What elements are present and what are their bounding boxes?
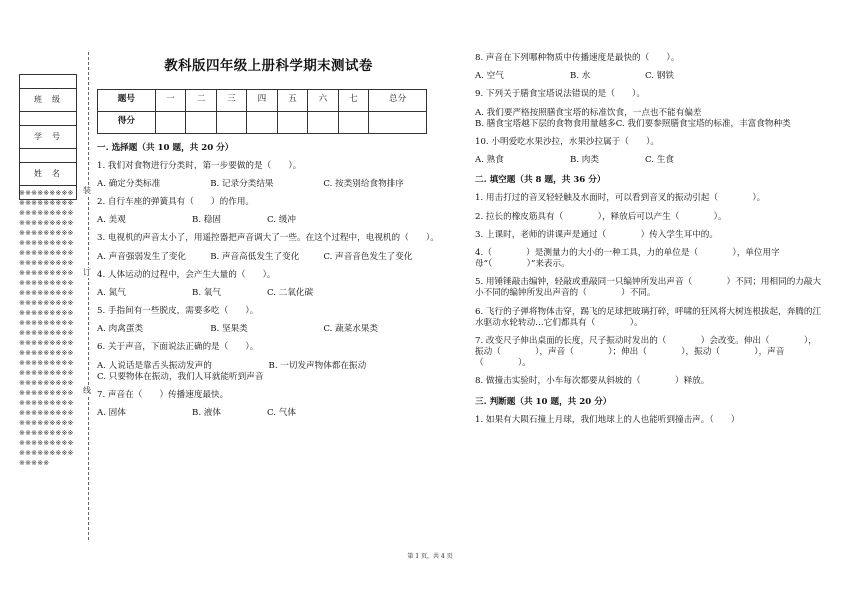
- fill-question-8: 8. 做撞击实验时，小车每次都要从斜坡的（ ）释放。: [475, 376, 710, 387]
- question-6: 6. 关于声音，下面说法正确的是（ ）。: [97, 342, 259, 353]
- option: B. 记录分类结果: [210, 178, 274, 189]
- option: C. 钢铁: [645, 71, 674, 82]
- option: C. 蔬菜水果类: [323, 324, 379, 335]
- question-8-options: [475, 71, 825, 82]
- score-table: [97, 89, 427, 134]
- option: B. 坚果类: [210, 324, 248, 335]
- fill-question-1: 1. 用击打过的音叉轻轻触及水面时，可以看到音叉的振动引起（ ）。: [475, 193, 766, 204]
- question-2: 2. 自行车座的弹簧具有（ ）的作用。: [97, 197, 255, 208]
- student-info-table: [19, 74, 77, 200]
- info-blank-cell[interactable]: [20, 75, 77, 89]
- page-footer: 第 1 页，共 4 页: [407, 553, 453, 560]
- score-cell[interactable]: [155, 111, 185, 133]
- option: B. 声音高低发生了变化: [210, 251, 300, 262]
- question-8: 8. 声音在下列哪种物质中传播速度是最快的（ ）。: [475, 53, 680, 63]
- question-2-options: [97, 215, 440, 226]
- option: A. 确定分类标准: [97, 178, 161, 189]
- score-header-cell: 四: [247, 89, 277, 111]
- option: C. 生食: [645, 155, 674, 166]
- question-10-options: [475, 155, 825, 166]
- option: C. 缓冲: [267, 215, 296, 226]
- question-7-options: [97, 408, 440, 419]
- class-label: 班级: [20, 89, 77, 112]
- option: C. 按类别给食物排序: [323, 178, 404, 189]
- question-9: 9. 下列关于膳食宝塔说法错误的是（ ）。: [475, 89, 645, 100]
- option: C. 声音音色发生了变化: [323, 251, 413, 262]
- score-header-cell: 二: [186, 89, 216, 111]
- option: B. 液体: [192, 408, 221, 419]
- option: B. 稳固: [192, 215, 221, 226]
- section-heading-choice: 一. 选择题（共 10 题，共 20 分）: [97, 142, 234, 153]
- option: B. 氧气: [192, 287, 221, 298]
- option: A. 肉禽蛋类: [97, 324, 144, 335]
- question-1: 1. 我们对食物进行分类时，第一步要做的是（ ）。: [97, 160, 302, 171]
- score-header-cell: 总分: [369, 89, 427, 111]
- score-header-cell: 题号: [98, 89, 156, 111]
- binding-mark-ding: 订: [83, 268, 91, 277]
- section-heading-judge: 三. 判断题（共 10 题，共 20 分）: [475, 396, 612, 407]
- left-column: [97, 58, 440, 419]
- score-cell[interactable]: [308, 111, 338, 133]
- question-5: 5. 手指间有一些脱皮，需要多吃（ ）。: [97, 306, 259, 317]
- student-number-field[interactable]: [20, 149, 77, 163]
- score-cell[interactable]: [186, 111, 216, 133]
- option: C. 我们要参照膳食宝塔的标准，丰富食物种类: [615, 118, 791, 129]
- page-title: 教科版四年级上册科学期末测试卷: [164, 58, 373, 74]
- score-header-cell: 七: [338, 89, 368, 111]
- score-cell[interactable]: [277, 111, 307, 133]
- option: A. 空气: [475, 71, 504, 82]
- fill-question-4: 4.（ ）是测量力的大小的一种工具，力的单位是（ ），单位用字母“（ ）”来表示。: [475, 247, 780, 270]
- score-header-cell: 一: [155, 89, 185, 111]
- option: A. 熟食: [475, 155, 504, 166]
- student-number-label: 学号: [20, 126, 77, 149]
- right-column: [475, 53, 825, 426]
- fill-question-7: 7. 改变尺子伸出桌面的长度，尺子振动时发出的（ ）会改变。伸出（ ），振动（ ），声音（ ）；伸出（ ），振动（ ），声音（ ）。: [475, 335, 817, 369]
- binding-mark-xian: 线: [83, 386, 91, 395]
- score-cell[interactable]: [216, 111, 246, 133]
- score-cell[interactable]: [247, 111, 277, 133]
- score-header-cell: 三: [216, 89, 246, 111]
- score-header-cell: 六: [308, 89, 338, 111]
- question-1-options: [97, 179, 440, 190]
- question-9-options: [475, 108, 825, 130]
- score-row-label: 得分: [98, 111, 156, 133]
- question-3: 3. 电视机的声音太小了，用遥控器把声音调大了一些。在这个过程中，电视机的（ ）。: [97, 233, 439, 244]
- score-header-cell: 五: [277, 89, 307, 111]
- class-field[interactable]: [20, 112, 77, 126]
- binding-mark-zhuang: 装: [83, 186, 91, 195]
- option: A. 固体: [97, 408, 126, 419]
- question-4-options: [97, 288, 440, 299]
- option: A. 美观: [97, 215, 126, 226]
- binding-dashed-line: [88, 52, 89, 540]
- fill-question-6: 6. 飞行的子弹将物体击穿，踢飞的足球把玻璃打碎，呼啸的狂风将大树连根拔起，奔腾的江水驱动水轮转动…它们都具有（ ）。: [475, 306, 822, 328]
- score-cell[interactable]: [369, 111, 427, 133]
- fill-question-5: 5. 用锤锤敲击编钟，轻敲或重敲同一只编钟所发出声音（ ）不同；用相同的力敲大小不同的编钟所发出声音的（ ）不同。: [475, 277, 822, 299]
- score-cell[interactable]: [338, 111, 368, 133]
- option: A. 我们要严格按照膳食宝塔的标准饮食，一点也不能有偏差: [475, 107, 702, 118]
- name-label: 姓名: [20, 163, 77, 186]
- section-heading-fill: 二. 填空题（共 8 题，共 36 分）: [475, 175, 606, 186]
- option: B. 水: [570, 71, 591, 82]
- option: C. 二氧化碳: [267, 287, 314, 298]
- option: C. 气体: [267, 408, 296, 419]
- question-6-options: [97, 361, 440, 383]
- question-3-options: [97, 252, 440, 263]
- judge-question-1: 1. 如果有大陨石撞上月球，我们地球上的人也能听到撞击声。（ ）: [475, 414, 740, 425]
- binding-pattern: ※※※※※※※※※※※※※※※※※※※※※※※※※※※※※※※※※※※※※※※※※※※※※※※※※※※※※※※※※※※※※※※※※※※※※※※※※※※※※※※※※※※※※※※※※※※※※※※※※※※※※※※※※※※※※※※※※※※※※※※※※※※※※※※※※※※※※※※※※※※※※※※※※※※※※※※※※※※※※※※※※※※※※※※※※※※※※※※※※※※※※※※※※※※※※※※※※※※※※※※※※※※※※※※※※※※※※※※※※※※※※※※※※※※※※※※※※※※※※※※※※※※※※※※※: [19, 189, 74, 467]
- fill-question-3: 3. 上课时，老师的讲课声是通过（ ）传入学生耳中的。: [475, 229, 718, 240]
- fill-question-2: 2. 拉长的橡皮筋具有（ ），释放后可以产生（ ）。: [475, 211, 727, 222]
- option: A. 氮气: [97, 287, 126, 298]
- question-10: 10. 小明爱吃水果沙拉，水果沙拉属于（ ）。: [475, 136, 659, 147]
- option: A. 声音强弱发生了变化: [97, 251, 187, 262]
- option: B. 肉类: [570, 155, 599, 166]
- option: A. 人说话是靠舌头振动发声的: [97, 360, 212, 371]
- question-5-options: [97, 324, 440, 335]
- question-4: 4. 人体运动的过程中，会产生大量的（ ）。: [97, 269, 276, 280]
- option: B. 一切发声物体都在振动: [268, 360, 367, 371]
- question-7: 7. 声音在（ ）传播速度最快。: [97, 389, 229, 400]
- option: C. 只要物体在振动，我们人耳就能听到声音: [97, 371, 264, 382]
- option: B. 膳食宝塔越下层的食物食用量越多: [475, 118, 616, 129]
